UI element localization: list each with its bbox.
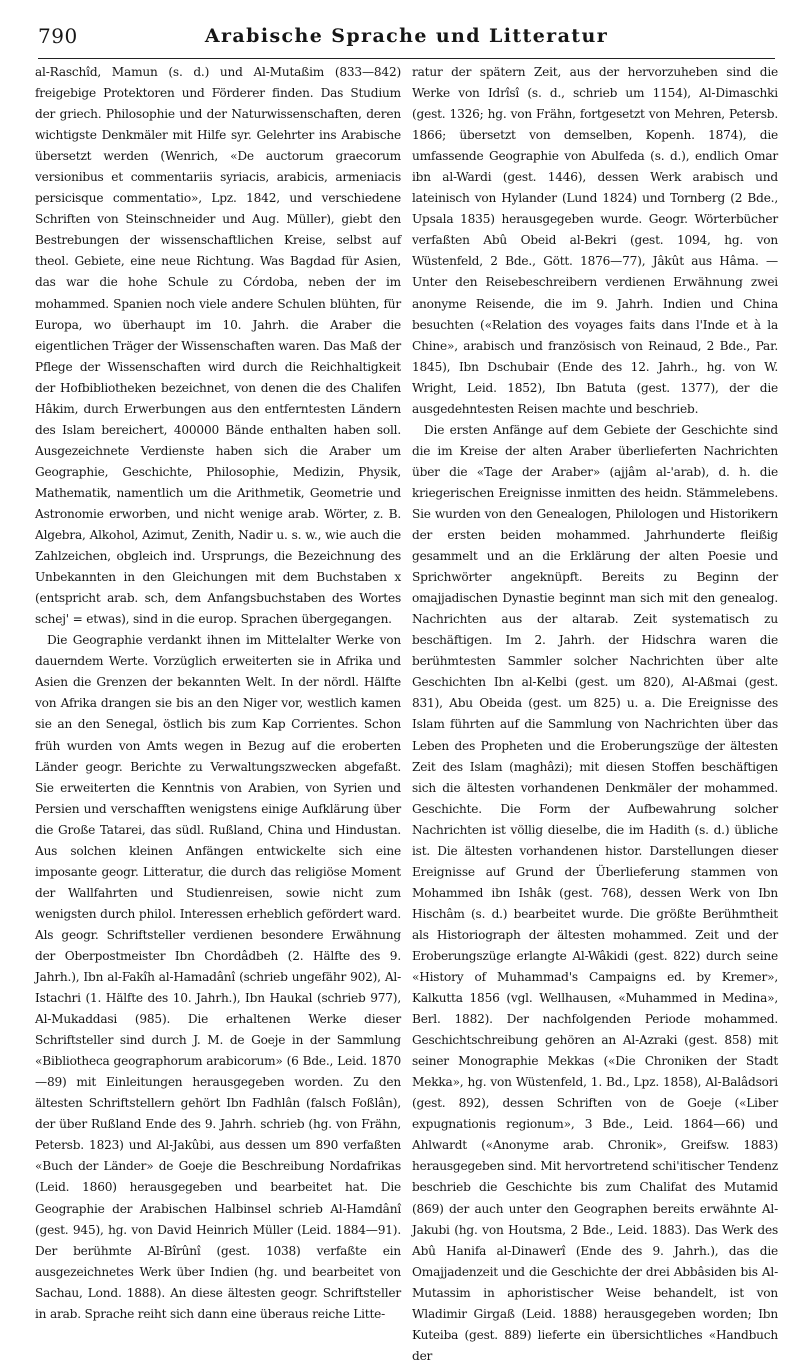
paragraph: al-Raschîd, Mamun (s. d.) und Al-Mutaßim (833—842) freigebige Protektoren und Förderer finden. Das Studium der griech. Philosophie und der Naturwissenschaften, deren wichtigste Denkmäler mit Hilfe syr. Gelehrter ins Arabische übersetzt werden (Wenrich, «De auctorum graecorum versionibus et commentariis syriacis, arabicis, armeniacis persicisque commentatio», Lpz. 1842, und verschiedene Schriften von Steinschneider und Aug. Müller), giebt den Bestrebungen der wissenschaftlichen Kreise, selbst auf theol. Gebiete, eine neue Richtung. Was Bagdad für Asien, das war die hohe Schule zu Córdoba, neben der im mohammed. Spanien noch viele andere Schulen blühten, für Europa, wo überhaupt im 10. Jahrh. die Araber die eigentlichen Träger der Wissenschaften waren. Das Maß der Pflege der Wissenschaften wird durch die Reichhaltigkeit der Hofbibliotheken bezeichnet, von denen die des Chalifen Hâkim, durch Erwerbungen aus den entferntesten Ländern des Islam bereichert, 400000 Bände enthalten haben soll. Ausgezeichnete Verdienste haben sich die Araber um Geographie, Geschichte, Philosophie, Medizin, Physik, Mathematik, namentlich um die Arithmetik, Geometrie und Astronomie erworben, und nicht wenige arab. Wörter, z. B. Algebra, Alkohol, Azimut, Zenith, Nadir u. s. w., wie auch die Zahlzeichen, obgleich ind. Ursprungs, die Bezeichnung des Unbekannten in den Gleichungen mit dem Buchstaben x (entspricht arab. sch, dem Anfangsbuchstaben des Wortes schej' = etwas), sind in die europ. Sprachen übergegangen. [35,65,401,627]
page-number: 790 [38,24,78,48]
page-title: Arabische Sprache und Litteratur [204,25,609,47]
paragraph: Die ersten Anfänge auf dem Gebiete der Geschichte sind die im Kreise der alten Araber überlieferten Nachrichten über die «Tage der Araber» (ajjâm al-'arab), d. h. die kriegerischen Ereignisse inmitten des heidn. Stämmelebens. Sie wurden von den Genealogen, Philologen und Historikern der ersten beiden mohammed. Jahrhunderte fleißig gesammelt und an die Erklärung der alten Poesie und Sprichwörter angeknüpft. Bereits zu Beginn der omajjadischen Dynastie beginnt man sich mit den genealog. Nachrichten aus der altarab. Zeit systematisch zu beschäftigen. Im 2. Jahrh. der Hidschra waren die berühmtesten Sammler solcher Nachrichten über alte Geschichten Ibn al-Kelbi (gest. um 820), Al-Aßmai (gest. 831), Abu Obeida (gest. um 825) u. a. Die Ereignisse des Islam führten auf die Sammlung von Nachrichten über das Leben des Propheten und die Eroberungszüge der ältesten Zeit des Islam (maghâzi); mit diesen Stoffen beschäftigen sich die ältesten vorhandenen Denkmäler der mohammed. Geschichte. Die Form der Aufbewahrung solcher Nachrichten ist völlig dieselbe, die im Hadith (s. d.) übliche ist. Die ältesten vorhandenen histor. Darstellungen dieser Ereignisse auf Grund der Überlieferung stammen von Mohammed ibn Ishâk (gest. 768), dessen Werk von Ibn Hischâm (s. d.) bearbeitet wurde. Die größte Berühmtheit als Historiograph der ältesten mohammed. Zeit und der Eroberungszüge erlangte Al-Wâkidi (gest. 822) durch seine «History of Muhammad's Campaigns ed. by Kremer», Kalkutta 1856 (vgl. Wellhausen, «Muhammed in Medina», Berl. 1882). Der nachfolgenden Periode mohammed. Geschichtschreibung gehören an Al-Azraki (gest. 858) mit seiner Monographie Mekkas («Die Chroniken der Stadt Mekka», hg. von Wüstenfeld, 1. Bd., Lpz. 1858), Al-Balâdsori (gest. 892), dessen Schriften von de Goeje («Liber expugnationis regionum», 3 Bde., Leid. 1864—66) und Ahlwardt («Anonyme arab. Chronik», Greifsw. 1883) herausgegeben sind. Mit hervortretend schi'itischer Tendenz beschrieb die Geschichte bis zum Chalifat des Mutamid (869) der auch unter den Geographen bereits erwähnte Al-Jakubi (hg. von Houtsma, 2 Bde., Leid. 1883). Das Werk des Abû Hanifa al-Dinawerî (Ende des 9. Jahrh.), das die Omajjadenzeit und die Geschichte der drei Abbâsiden bis Al-Mutassim in aphoristischer Weise behandelt, ist von Wladimir Girgaß (Leid. 1888) herausgegeben worden; Ibn Kuteiba (gest. 889) lieferte ein übersichtliches «Handbuch der [412,422,778,1363]
text-columns [35,62,778,1363]
paragraph: Die Geographie verdankt ihnen im Mittelalter Werke von dauerndem Werte. Vorzüglich erweiterten sie in Afrika und Asien die Grenzen der bekannten Welt. In der nördl. Hälfte von Afrika drangen sie bis an den Niger vor, westlich kamen sie an den Senegal, östlich bis zum Kap Corrientes. Schon früh wurden von Amts wegen in Bezug auf die eroberten Länder geogr. Berichte zu Verwaltungszwecken abgefaßt. Sie erweiterten die Kenntnis von Arabien, von Syrien und Persien und verschafften wenigstens einige Aufklärung über die Große Tatarei, das südl. Rußland, China und Hindustan. Aus solchen kleinen Anfängen entwickelte sich eine imposante geogr. Litteratur, die durch das religiöse Moment der Wallfahrten und Studienreisen, sowie nicht zum wenigsten durch philol. Interessen erheblich gefördert ward. Als geogr. Schriftsteller verdienen besondere Erwähnung der Oberpostmeister Ibn Chordâdbeh (2. Hälfte des 9. Jahrh.), Ibn al-Fakîh al-Hamadânî (schrieb ungefähr 902), Al-Istachri (1. Hälfte des 10. Jahrh.), Ibn Haukal (schrieb 977), Al-Mukaddasi (985). Die erhaltenen Werke dieser Schriftsteller sind durch J. M. de Goeje in der Sammlung «Bibliotheca geographorum arabicorum» (6 Bde., Leid. 1870—89) mit Einleitungen herausgegeben worden. Zu den ältesten Schriftstellern gehört Ibn Fadhlân (falsch Foßlân), der über Rußland Ende des 9. Jahrh. schrieb (hg. von Frähn, Petersb. 1823) und Al-Jakûbi, aus dessen um 890 verfaßten «Buch der Länder» de Goeje die Beschreibung Nordafrikas (Leid. 1860) herausgegeben und bearbeitet hat. Die Geographie der Arabischen Halbinsel schrieb Al-Hamdânî (gest. 945), hg. von David Heinrich Müller (Leid. 1884—91). Der berühmte Al-Bîrûnî (gest. 1038) verfaßte ein ausgezeichnetes Werk über Indien (hg. und bearbeitet von Sachau, Lond. 1888). An diese ältesten geogr. Schriftsteller in arab. Sprache reiht sich dann eine überaus reiche Litte- [35,633,401,1321]
paragraph: ratur der spätern Zeit, aus der hervorzuheben sind die Werke von Idrîsî (s. d., schrieb um 1154), Al-Dimaschki (gest. 1326; hg. von Frähn, fortgesetzt von Mehren, Petersb. 1866; übersetzt von demselben, Kopenh. 1874), die umfassende Geographie von Abulfeda (s. d.), endlich Omar ibn al-Wardi (gest. 1446), dessen Werk arabisch und lateinisch von Hylander (Lund 1824) und Tornberg (2 Bde., Upsala 1835) herausgegeben wurde. Geogr. Wörterbücher verfaßten Abû Obeid al-Bekri (gest. 1094, hg. von Wüstenfeld, 2 Bde., Gött. 1876—77), Jâkût aus Hâma. — Unter den Reisebeschreibern verdienen Erwähnung zwei anonyme Reisende, die im 9. Jahrh. Indien und China besuchten («Relation des voyages faits dans l'Inde et à la Chine», arabisch und französisch von Reinaud, 2 Bde., Par. 1845), Ibn Dschubair (Ende des 12. Jahrh., hg. von W. Wright, Leid. 1852), Ibn Batuta (gest. 1377), der die ausgedehntesten Reisen machte und beschrieb. [412,65,778,416]
right-column [412,62,778,1363]
left-column [35,62,401,1321]
running-head [38,20,775,59]
